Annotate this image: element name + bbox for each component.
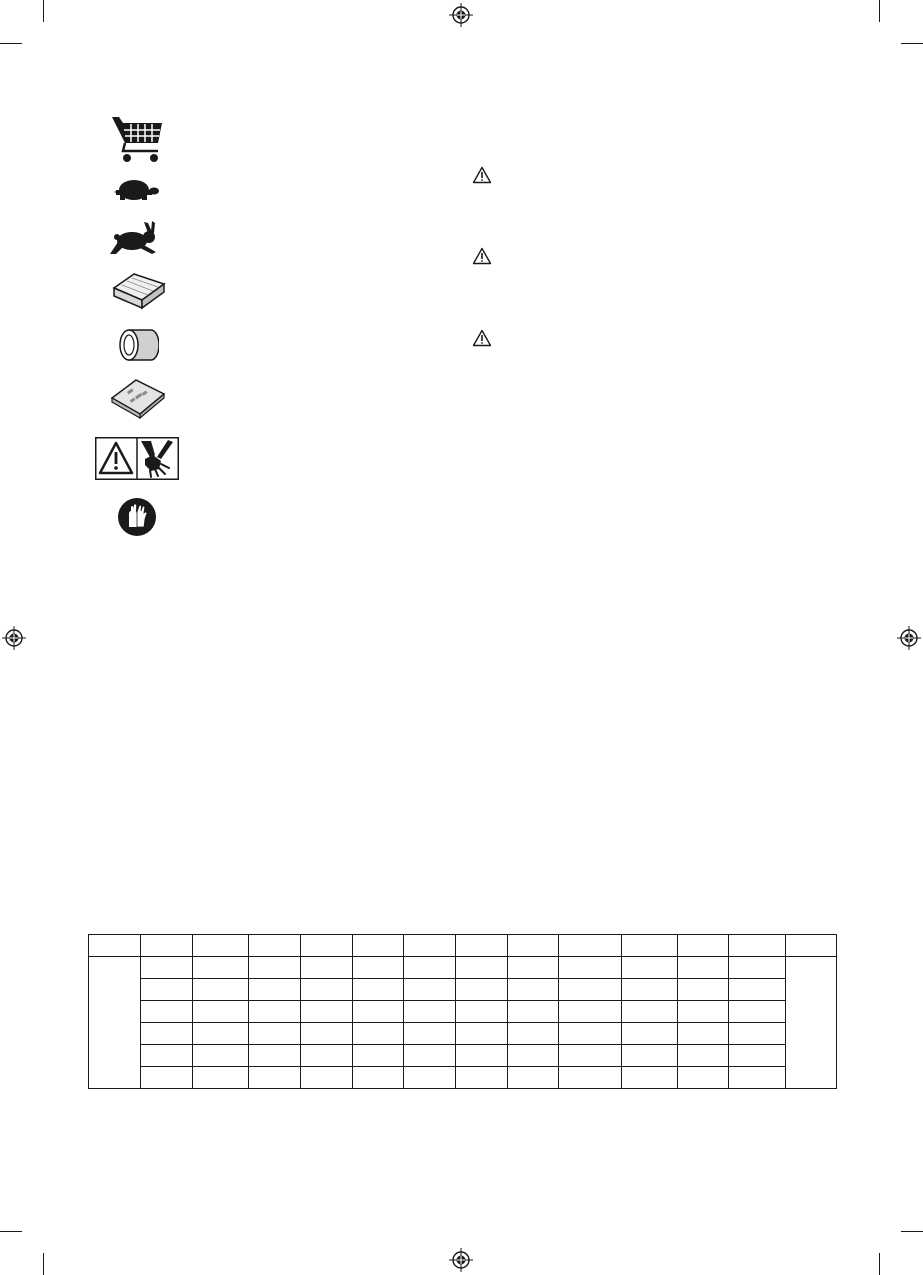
table-cell <box>456 979 508 1001</box>
table-header-cell <box>249 935 301 957</box>
warning-triangle-icon <box>472 166 492 184</box>
table-cell <box>729 1001 786 1023</box>
table-cell <box>404 1001 456 1023</box>
table-cell <box>353 957 404 979</box>
table-cell <box>508 1001 559 1023</box>
table-cell <box>559 957 622 979</box>
crop-mark <box>0 43 22 44</box>
crop-mark <box>0 1231 22 1232</box>
table-cell <box>353 1067 404 1089</box>
table-cell <box>508 1045 559 1067</box>
table-cell <box>508 1067 559 1089</box>
table-cell <box>193 1045 249 1067</box>
table-cell <box>678 1045 729 1067</box>
shopping-cart-icon <box>109 113 165 165</box>
table-cell <box>622 957 678 979</box>
table-cell <box>141 979 193 1001</box>
table-header-cell <box>193 935 249 957</box>
table-header-cell <box>353 935 404 957</box>
table-cell <box>301 1045 353 1067</box>
table-cell <box>456 1001 508 1023</box>
table-cell <box>404 1067 456 1089</box>
table-cell <box>456 957 508 979</box>
table-cell <box>559 1001 622 1023</box>
table-cell <box>353 1045 404 1067</box>
turtle-slow-speed-icon <box>110 178 160 202</box>
table-cell <box>456 1045 508 1067</box>
registration-mark-icon <box>896 625 922 651</box>
table-cell <box>193 1023 249 1045</box>
table-cell <box>559 979 622 1001</box>
table-cell <box>141 1023 193 1045</box>
registration-mark-icon <box>448 1247 474 1273</box>
table-cell <box>729 957 786 979</box>
table-cell <box>508 957 559 979</box>
table-row <box>89 1001 837 1023</box>
table-cell <box>249 1067 301 1089</box>
table-cell <box>301 957 353 979</box>
table-header-cell <box>456 935 508 957</box>
table-header-cell <box>141 935 193 957</box>
table-cell <box>622 979 678 1001</box>
crop-mark <box>43 1253 44 1275</box>
table-cell <box>141 1001 193 1023</box>
table-cell <box>622 1045 678 1067</box>
table-header-cell <box>786 935 837 957</box>
table-cell <box>249 979 301 1001</box>
table-cell <box>141 1067 193 1089</box>
table-cell <box>249 957 301 979</box>
table-header-cell <box>678 935 729 957</box>
table-cell <box>456 1023 508 1045</box>
table-cell <box>404 1045 456 1067</box>
crop-mark <box>879 0 880 22</box>
table-cell <box>678 1023 729 1045</box>
table-cell <box>353 1001 404 1023</box>
table-header-cell <box>89 935 141 957</box>
table-cell <box>193 1001 249 1023</box>
warning-triangle-icon <box>472 247 492 265</box>
table-cell <box>193 979 249 1001</box>
table-cell <box>559 1023 622 1045</box>
table-cell <box>622 1067 678 1089</box>
wood-block-material-icon <box>112 270 166 310</box>
table-cell <box>249 1023 301 1045</box>
table-row <box>89 957 837 979</box>
table-header-cell <box>404 935 456 957</box>
table-cell <box>301 1023 353 1045</box>
registration-mark-icon <box>1 625 27 651</box>
table-cell <box>678 979 729 1001</box>
table-cell <box>301 979 353 1001</box>
table-cell <box>301 1067 353 1089</box>
table-cell <box>404 979 456 1001</box>
table-row <box>89 1023 837 1045</box>
table-cell <box>622 1001 678 1023</box>
table-header-cell <box>729 935 786 957</box>
crop-mark <box>901 1231 923 1232</box>
table-row <box>89 1045 837 1067</box>
table-cell <box>508 979 559 1001</box>
table-cell <box>559 1045 622 1067</box>
table-cell <box>301 1001 353 1023</box>
table-cell <box>249 1001 301 1023</box>
table-cell <box>729 1067 786 1089</box>
spec-table <box>88 934 837 1089</box>
table-cell <box>404 1023 456 1045</box>
warning-triangle-icon <box>472 329 492 347</box>
tile-material-icon <box>110 376 166 420</box>
table-cell <box>729 1023 786 1045</box>
table-header-cell <box>508 935 559 957</box>
table-header-row <box>89 935 837 957</box>
wear-gloves-icon <box>117 497 157 537</box>
table-header-cell <box>622 935 678 957</box>
table-cell <box>729 1045 786 1067</box>
warning-hand-cut-hazard-icon <box>95 437 179 480</box>
table-cell <box>678 1001 729 1023</box>
registration-mark-icon <box>448 2 474 28</box>
table-cell <box>729 979 786 1001</box>
table-cell <box>678 957 729 979</box>
table-cell <box>141 1045 193 1067</box>
crop-mark <box>901 43 923 44</box>
table-cell <box>193 1067 249 1089</box>
table-cell <box>678 1067 729 1089</box>
table-cell <box>193 957 249 979</box>
table-row <box>89 979 837 1001</box>
rabbit-fast-speed-icon <box>108 220 160 258</box>
table-cell <box>559 1067 622 1089</box>
table-cell <box>622 1023 678 1045</box>
table-cell <box>353 979 404 1001</box>
crop-mark <box>43 0 44 22</box>
table-cell <box>456 1067 508 1089</box>
table-header-cell <box>301 935 353 957</box>
table-header-cell <box>559 935 622 957</box>
table-cell <box>353 1023 404 1045</box>
table-row-group-note <box>786 957 837 1089</box>
table-row-group-label <box>89 957 141 1089</box>
crop-mark <box>879 1253 880 1275</box>
table-cell <box>141 957 193 979</box>
table-cell <box>404 957 456 979</box>
table-cell <box>249 1045 301 1067</box>
table-cell <box>508 1023 559 1045</box>
table-row <box>89 1067 837 1089</box>
pipe-tube-material-icon <box>113 322 159 368</box>
